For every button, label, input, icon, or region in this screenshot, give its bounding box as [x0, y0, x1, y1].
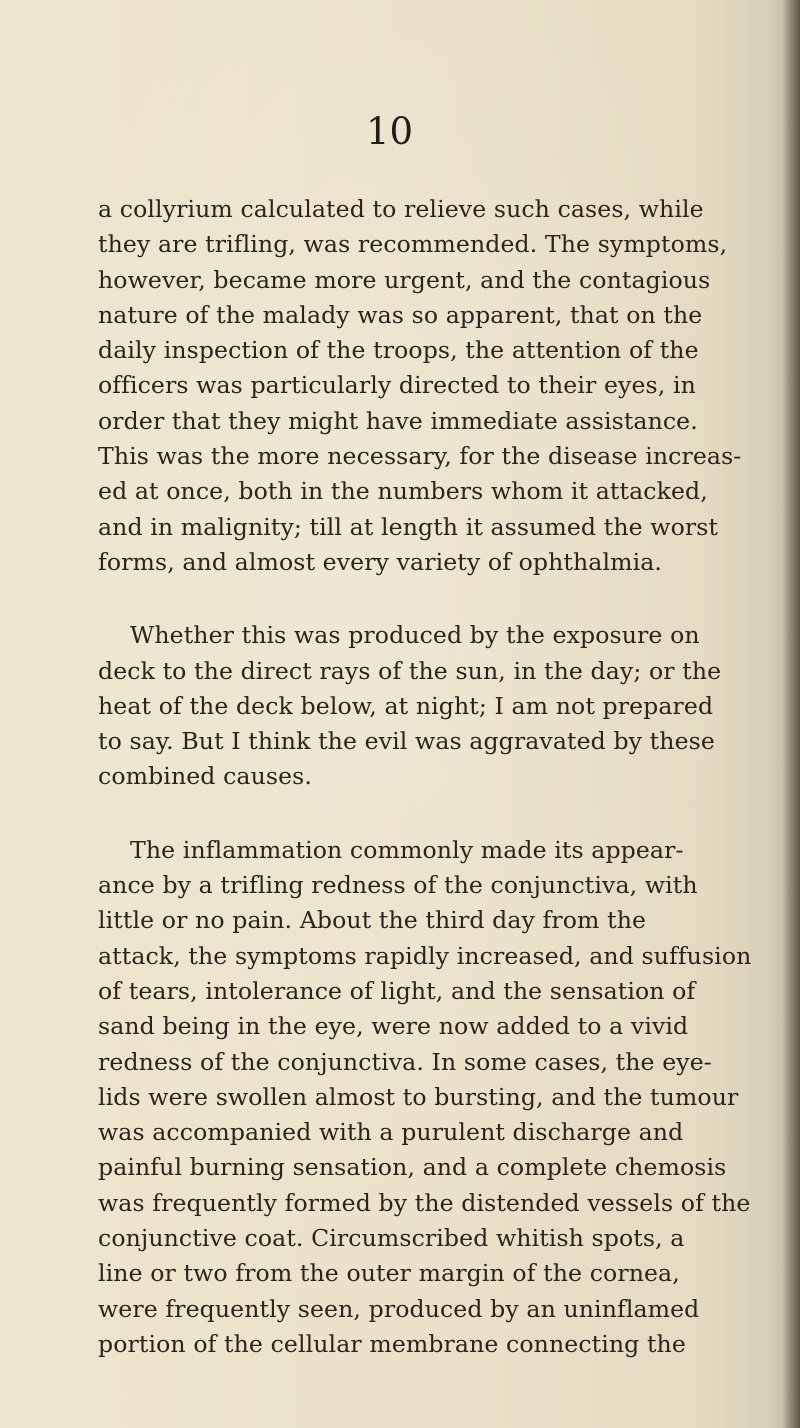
text-line: attack, the symptoms rapidly increased, and suffusion: [98, 941, 752, 970]
text-line: portion of the cellular membrane connecting the: [98, 1329, 686, 1358]
text-line: was frequently formed by the distended vessels of the: [98, 1188, 751, 1217]
text-line: they are trifling, was recommended. The symptoms,: [98, 230, 728, 259]
text-line: conjunctive coat. Circumscribed whitish spots, a: [98, 1224, 685, 1253]
text-line: painful burning sensation, and a complete chemosis: [98, 1153, 727, 1182]
paragraph-gap: [98, 580, 788, 618]
text-line: deck to the direct rays of the sun, in the day; or the: [98, 656, 722, 685]
text-line: lids were swollen almost to bursting, and the tumour: [98, 1082, 739, 1111]
text-line: a collyrium calculated to relieve such cases, while: [98, 195, 704, 223]
text-line: The inflammation commonly made its appear-: [130, 835, 684, 864]
text-line: to say. But I think the evil was aggravated by these: [98, 727, 715, 756]
text-line: ance by a trifling redness of the conjunctiva, with: [98, 871, 698, 900]
paragraph-2: [98, 618, 788, 794]
text-line: line or two from the outer margin of the cornea,: [98, 1259, 680, 1288]
text-line: This was the more necessary, for the disease increas-: [98, 442, 742, 471]
text-line: sand being in the eye, were now added to a vivid: [98, 1012, 689, 1041]
text-line: nature of the malady was so apparent, that on the: [98, 300, 703, 329]
text-line: order that they might have immediate assistance.: [98, 406, 698, 435]
text-line: forms, and almost every variety of ophthalmia.: [98, 547, 663, 576]
body-text: [98, 192, 788, 1362]
text-line: were frequently seen, produced by an uninflamed: [98, 1294, 700, 1323]
text-line: of tears, intolerance of light, and the sensation of: [98, 976, 696, 1005]
text-line: little or no pain. About the third day from the: [98, 906, 647, 935]
text-line: daily inspection of the troops, the attention of the: [98, 336, 699, 365]
text-line: redness of the conjunctiva. In some cases, the eye-: [98, 1047, 712, 1076]
text-line: Whether this was produced by the exposure on: [130, 621, 700, 650]
text-line: however, became more urgent, and the contagious: [98, 265, 711, 294]
text-line: combined causes.: [98, 762, 312, 791]
text-line: officers was particularly directed to their eyes, in: [98, 371, 696, 400]
page-number: 10: [366, 110, 414, 153]
text-line: was accompanied with a purulent discharge and: [98, 1118, 684, 1147]
text-line: and in malignity; till at length it assumed the worst: [98, 512, 719, 541]
page-edge-shadow: [782, 0, 800, 1428]
paragraph-3: [98, 833, 788, 1362]
text-line: heat of the deck below, at night; I am not prepared: [98, 691, 714, 720]
paragraph-gap: [98, 795, 788, 833]
text-line: ed at once, both in the numbers whom it attacked,: [98, 477, 708, 506]
paragraph-1: [98, 192, 788, 580]
